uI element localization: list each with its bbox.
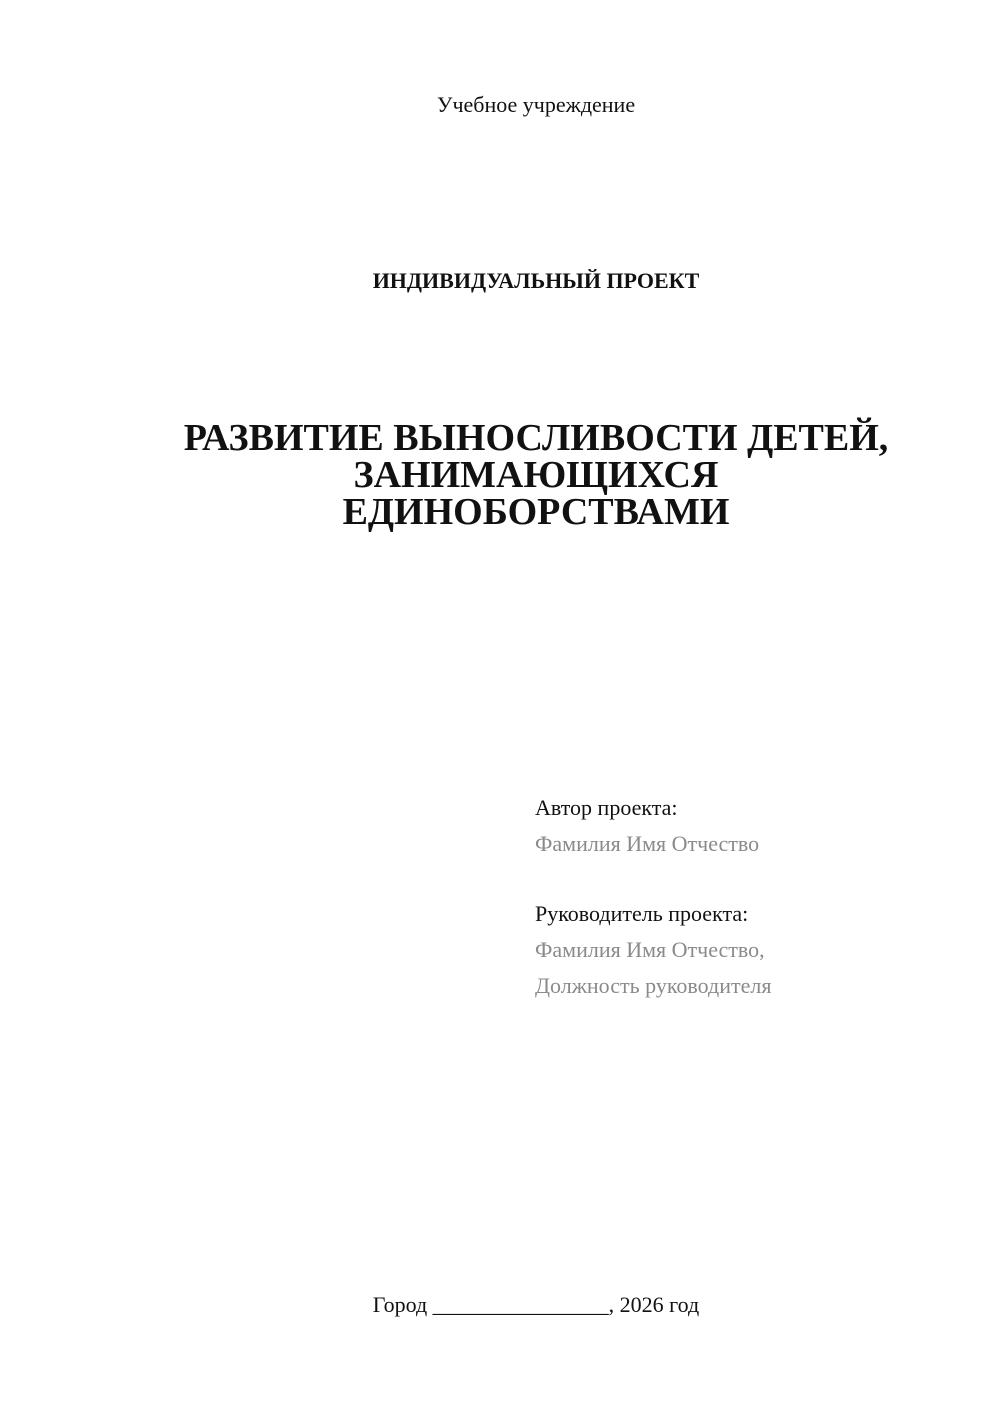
project-info-block (535, 790, 975, 1004)
supervisor-position: Должность руководителя (535, 973, 772, 998)
author-name: Фамилия Имя Отчество (535, 831, 760, 856)
project-title-line: ЗАНИМАЮЩИХСЯ (353, 454, 719, 496)
city-year-line: Город ________________, 2026 год (372, 1292, 700, 1317)
institution-name: Учебное учреждение (436, 92, 636, 117)
project-title-line: ЕДИНОБОРСТВАМИ (342, 491, 730, 533)
spacer (535, 862, 975, 896)
project-title-line: РАЗВИТИЕ ВЫНОСЛИВОСТИ ДЕТЕЙ, (183, 417, 889, 459)
author-label: Автор проекта: (535, 795, 678, 820)
supervisor-name: Фамилия Имя Отчество, (535, 937, 765, 962)
project-type-heading: ИНДИВИДУАЛЬНЫЙ ПРОЕКТ (372, 268, 700, 293)
supervisor-label: Руководитель проекта: (535, 901, 749, 926)
project-title (0, 417, 1000, 533)
